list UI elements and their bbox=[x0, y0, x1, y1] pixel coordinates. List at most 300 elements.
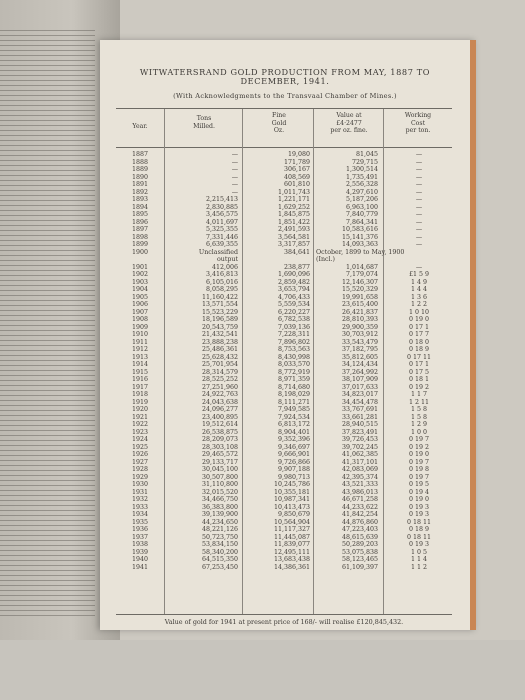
cell-value: 35,812,605 bbox=[341, 353, 378, 361]
cell-fine-gold: 7,228,311 bbox=[277, 331, 310, 338]
header-working-cost: Working Cost per ton. bbox=[404, 112, 432, 134]
table-row bbox=[116, 324, 452, 332]
cell-tons-milled: — bbox=[231, 173, 238, 181]
cell-year: 1919 bbox=[131, 398, 149, 406]
cell-working-cost: 0 18 11 bbox=[406, 533, 432, 541]
cell-working-cost: — bbox=[415, 196, 423, 203]
cell-working-cost: 0 18 0 bbox=[408, 338, 430, 346]
cell-year: 1939 bbox=[131, 548, 149, 556]
cell-working-cost: 1 3 6 bbox=[410, 293, 428, 301]
cell-value: 1,735,491 bbox=[345, 173, 378, 181]
cell-fine-gold: 10,564,904 bbox=[273, 518, 310, 526]
cell-value: 43,986,013 bbox=[341, 488, 378, 496]
table-row bbox=[116, 489, 452, 497]
cell-fine-gold: 601,810 bbox=[283, 181, 310, 188]
cell-tons-milled: 25,486,361 bbox=[201, 346, 238, 353]
cell-working-cost: 0 17 5 bbox=[408, 368, 430, 376]
cell-fine-gold: 6,782,538 bbox=[277, 316, 310, 323]
cell-year: 1893 bbox=[131, 196, 149, 203]
cell-year: 1894 bbox=[131, 203, 149, 211]
cell-working-cost: 0 19 3 bbox=[408, 503, 430, 511]
cell-working-cost: 0 19 0 bbox=[408, 451, 430, 458]
cell-value: 729,715 bbox=[351, 158, 378, 166]
cell-year: 1933 bbox=[131, 503, 149, 511]
header-fine-gold: Fine Gold Oz. bbox=[271, 112, 287, 134]
cell-year: 1891 bbox=[131, 181, 149, 188]
cell-year: 1930 bbox=[131, 481, 149, 488]
cell-value: 41,062,385 bbox=[341, 451, 378, 458]
cell-working-cost: 1 4 4 bbox=[410, 286, 428, 293]
cell-tons-milled: — bbox=[231, 166, 238, 173]
cell-year: 1927 bbox=[131, 458, 149, 466]
cell-year: 1914 bbox=[131, 361, 149, 368]
header-value: Value at £4·2477 per oz. fine. bbox=[330, 112, 368, 134]
cell-tons-milled: 3,456,575 bbox=[205, 211, 238, 218]
cell-tons-milled: 6,105,016 bbox=[205, 278, 238, 286]
cell-year: 1897 bbox=[131, 226, 149, 233]
cell-tons-milled: 18,196,589 bbox=[201, 316, 238, 323]
cell-year: 1906 bbox=[131, 301, 149, 308]
table-row bbox=[116, 174, 452, 182]
cell-fine-gold: 14,386,361 bbox=[273, 563, 310, 571]
cell-working-cost: 0 18 11 bbox=[406, 518, 432, 526]
cell-year: 1931 bbox=[131, 488, 149, 496]
cell-year: 1937 bbox=[131, 533, 149, 541]
cell-working-cost: — bbox=[415, 218, 423, 226]
cell-value: 4,297,610 bbox=[345, 188, 378, 196]
cell-tons-milled: Unclassified bbox=[198, 248, 238, 256]
cell-working-cost: 0 19 3 bbox=[408, 541, 430, 548]
cell-year: 1916 bbox=[131, 376, 149, 383]
cell-tons-milled: 53,834,150 bbox=[201, 541, 238, 548]
cell-working-cost: 1 1 7 bbox=[410, 391, 428, 398]
cell-fine-gold: 11,445,087 bbox=[273, 533, 310, 541]
table-row bbox=[116, 226, 452, 234]
cell-working-cost: — bbox=[415, 203, 423, 211]
cell-year: 1936 bbox=[131, 526, 149, 533]
cell-fine-gold: 1,629,252 bbox=[277, 203, 310, 211]
table-row bbox=[116, 541, 452, 549]
cell-year: 1938 bbox=[131, 541, 149, 548]
cell-tons-milled: 412,006 bbox=[211, 263, 238, 271]
cell-year: 1915 bbox=[131, 368, 149, 376]
table-row bbox=[116, 369, 452, 377]
cell-tons-milled: 26,538,875 bbox=[201, 428, 238, 436]
cell-value: 12,146,307 bbox=[341, 278, 378, 286]
cell-year: 1903 bbox=[131, 278, 149, 286]
cell-tons-milled: 30,507,800 bbox=[201, 473, 238, 481]
cell-working-cost: 0 19 5 bbox=[408, 481, 430, 488]
table-row bbox=[116, 414, 452, 422]
table-row bbox=[116, 166, 452, 174]
cell-value: 33,767,691 bbox=[341, 406, 378, 413]
cell-fine-gold: 8,033,570 bbox=[277, 361, 310, 368]
cell-working-cost: 1 4 9 bbox=[410, 278, 428, 286]
cell-year: 1926 bbox=[131, 451, 149, 458]
cell-working-cost: 1 2 9 bbox=[410, 421, 428, 428]
cell-value: 33,661,281 bbox=[341, 413, 378, 421]
cell-tons-milled: 7,331,446 bbox=[205, 233, 238, 241]
cell-value: 5,187,206 bbox=[345, 196, 378, 203]
table-row bbox=[116, 519, 452, 527]
cell-value: 28,810,393 bbox=[341, 316, 378, 323]
table-row bbox=[116, 279, 452, 287]
cell-value: 50,289,203 bbox=[341, 541, 378, 548]
cell-tons-milled: 28,209,073 bbox=[201, 436, 238, 443]
cell-year: 1921 bbox=[131, 413, 149, 421]
cell-fine-gold: 8,430,998 bbox=[277, 353, 310, 361]
cell-value: 53,075,838 bbox=[341, 548, 378, 556]
cell-value: 15,141,376 bbox=[341, 233, 378, 241]
cell-value: 81,045 bbox=[355, 151, 378, 158]
cell-value: 34,124,434 bbox=[341, 361, 378, 368]
cell-tons-milled: 20,543,759 bbox=[201, 323, 238, 331]
table-row bbox=[116, 316, 452, 324]
cell-working-cost: — bbox=[415, 233, 423, 241]
cell-fine-gold: 8,753,563 bbox=[277, 346, 310, 353]
cell-fine-gold: 10,413,473 bbox=[273, 503, 310, 511]
cell-working-cost: 1 1 2 bbox=[410, 563, 428, 571]
cell-working-cost: 1 2 2 bbox=[410, 301, 428, 308]
cell-value: 1,300,514 bbox=[345, 166, 378, 173]
cell-tons-milled: 21,432,541 bbox=[201, 331, 238, 338]
cell-fine-gold: 7,039,136 bbox=[277, 323, 310, 331]
cell-value: 26,421,837 bbox=[341, 308, 378, 316]
cell-value: 43,521,333 bbox=[341, 481, 378, 488]
cell-year: 1918 bbox=[131, 391, 149, 398]
table-row bbox=[116, 564, 452, 572]
table-row bbox=[116, 511, 452, 519]
cell-value: 28,940,515 bbox=[341, 421, 378, 428]
page-title bbox=[110, 68, 460, 86]
cell-working-cost: 0 19 2 bbox=[408, 443, 430, 451]
cell-year: 1912 bbox=[131, 346, 149, 353]
cell-fine-gold: 238,877 bbox=[283, 263, 310, 271]
cell-tons-milled: 27,251,960 bbox=[201, 383, 238, 391]
table-row bbox=[116, 256, 452, 264]
cell-fine-gold: 9,907,188 bbox=[277, 466, 310, 473]
table-row bbox=[116, 249, 452, 257]
cell-value: 44,876,860 bbox=[341, 518, 378, 526]
cell-year: 1909 bbox=[131, 323, 149, 331]
table-row bbox=[116, 354, 452, 362]
cell-fine-gold: 9,666,901 bbox=[277, 451, 310, 458]
cell-fine-gold: 1,845,875 bbox=[277, 211, 310, 218]
table-row bbox=[116, 406, 452, 414]
cell-year: 1904 bbox=[131, 286, 149, 293]
cell-value: 7,179,074 bbox=[345, 271, 378, 278]
cell-working-cost: £1 5 9 bbox=[408, 271, 430, 278]
cell-value: 34,823,017 bbox=[341, 391, 378, 398]
table-row bbox=[116, 526, 452, 534]
cell-working-cost: 0 19 7 bbox=[408, 473, 430, 481]
cell-year: 1940 bbox=[131, 556, 149, 563]
cell-working-cost: 0 17 1 bbox=[408, 323, 430, 331]
cell-year: 1892 bbox=[131, 188, 149, 196]
cell-fine-gold: 7,924,534 bbox=[277, 413, 310, 421]
cell-fine-gold: 12,495,111 bbox=[273, 548, 310, 556]
cell-year: 1913 bbox=[131, 353, 149, 361]
cell-value: 37,017,633 bbox=[341, 383, 378, 391]
cell-year: 1911 bbox=[131, 338, 149, 346]
cell-working-cost: 1 0 10 bbox=[408, 308, 430, 316]
table-row bbox=[116, 339, 452, 347]
cell-fine-gold: 10,355,181 bbox=[273, 488, 310, 496]
cell-tons-milled: 4,011,697 bbox=[205, 218, 238, 226]
cell-year: 1889 bbox=[131, 166, 149, 173]
cell-year: 1900 bbox=[131, 248, 149, 256]
cell-fine-gold: 171,789 bbox=[283, 158, 310, 166]
cell-value: 48,615,639 bbox=[341, 533, 378, 541]
cell-tons-milled: 25,628,432 bbox=[201, 353, 238, 361]
cell-working-cost: 0 19 3 bbox=[408, 511, 430, 518]
cell-year: 1922 bbox=[131, 421, 149, 428]
cell-value: 1,014,687 bbox=[345, 263, 378, 271]
cell-tons-milled: 8,058,295 bbox=[205, 286, 238, 293]
table-row bbox=[116, 204, 452, 212]
cell-value-note: (Incl.) bbox=[316, 256, 335, 263]
cell-year: 1941 bbox=[131, 563, 149, 571]
table-row bbox=[116, 271, 452, 279]
cell-value: 6,963,100 bbox=[345, 203, 378, 211]
cell-fine-gold: 9,726,866 bbox=[277, 458, 310, 466]
cell-year: 1905 bbox=[131, 293, 149, 301]
cell-tons-milled: 36,383,800 bbox=[201, 503, 238, 511]
cell-fine-gold: 13,683,438 bbox=[273, 556, 310, 563]
cell-working-cost: 0 18 9 bbox=[408, 526, 430, 533]
cell-tons-milled: 25,701,954 bbox=[201, 361, 238, 368]
cell-fine-gold: 8,971,359 bbox=[277, 376, 310, 383]
table-row bbox=[116, 534, 452, 542]
cell-working-cost: 0 19 4 bbox=[408, 488, 430, 496]
table-row bbox=[116, 459, 452, 467]
table-row bbox=[116, 466, 452, 474]
cell-fine-gold: 6,220,227 bbox=[277, 308, 310, 316]
header-year: Year. bbox=[132, 123, 148, 130]
cell-working-cost: 0 19 0 bbox=[408, 316, 430, 323]
header-tons: Tons Milled. bbox=[193, 115, 215, 130]
cell-year: 1899 bbox=[131, 241, 149, 248]
cell-year: 1920 bbox=[131, 406, 149, 413]
table-row bbox=[116, 219, 452, 227]
cell-tons-milled: 30,045,100 bbox=[201, 466, 238, 473]
cell-working-cost: 1 2 11 bbox=[408, 398, 430, 406]
cell-working-cost: — bbox=[415, 173, 423, 181]
cell-working-cost: — bbox=[415, 211, 423, 218]
table-row bbox=[116, 181, 452, 189]
cell-working-cost: — bbox=[415, 226, 423, 233]
table-row bbox=[116, 481, 452, 489]
table-row bbox=[116, 429, 452, 437]
cell-working-cost: 1 1 4 bbox=[410, 556, 428, 563]
cell-value: 2,556,328 bbox=[345, 181, 378, 188]
cell-tons-milled: 24,043,638 bbox=[201, 398, 238, 406]
table-row bbox=[116, 496, 452, 504]
table-row bbox=[116, 504, 452, 512]
title-line-1: WITWATERSRAND GOLD PRODUCTION FROM MAY, 1887 TO bbox=[139, 67, 431, 77]
cell-fine-gold: 3,317,857 bbox=[277, 241, 310, 248]
cell-value: 29,900,359 bbox=[341, 323, 378, 331]
cell-year: 1935 bbox=[131, 518, 149, 526]
cell-year: 1924 bbox=[131, 436, 149, 443]
cell-value: 19,991,658 bbox=[341, 293, 378, 301]
cell-year: 1898 bbox=[131, 233, 149, 241]
cell-fine-gold: 3,564,581 bbox=[277, 233, 310, 241]
cell-value: 14,093,363 bbox=[341, 241, 378, 248]
table-row bbox=[116, 376, 452, 384]
cell-fine-gold: 9,352,396 bbox=[277, 436, 310, 443]
production-table bbox=[116, 108, 452, 615]
cell-value: 34,454,478 bbox=[341, 398, 378, 406]
footer-note: Value of gold for 1941 at present price of 168/- will realise £120,845,432. bbox=[164, 618, 404, 626]
title-line-2: DECEMBER, 1941. bbox=[240, 76, 330, 86]
cell-value: 37,264,992 bbox=[341, 368, 378, 376]
page-subtitle: (With Acknowledgments to the Transvaal Chamber of Mines.) bbox=[173, 92, 397, 100]
cell-working-cost: 0 19 0 bbox=[408, 496, 430, 503]
table-surface bbox=[0, 640, 525, 700]
cell-working-cost: 1 5 8 bbox=[410, 413, 428, 421]
cell-working-cost: — bbox=[415, 263, 423, 271]
cell-working-cost: — bbox=[415, 181, 423, 188]
cell-tons-milled: 50,723,750 bbox=[201, 533, 238, 541]
cell-working-cost: 1 5 8 bbox=[410, 406, 428, 413]
cell-tons-milled: 29,133,717 bbox=[201, 458, 238, 466]
cell-tons-milled: 29,465,572 bbox=[201, 451, 238, 458]
cell-year: 1934 bbox=[131, 511, 149, 518]
cell-fine-gold: 1,851,422 bbox=[277, 218, 310, 226]
table-row bbox=[116, 436, 452, 444]
table-row bbox=[116, 294, 452, 302]
cell-fine-gold: 306,167 bbox=[283, 166, 310, 173]
cell-value: 23,615,400 bbox=[341, 301, 378, 308]
cell-fine-gold: 5,559,534 bbox=[277, 301, 310, 308]
cell-working-cost: 1 0 5 bbox=[410, 548, 428, 556]
table-row bbox=[116, 474, 452, 482]
cell-fine-gold: 10,245,786 bbox=[273, 481, 310, 488]
cell-value: 42,395,374 bbox=[341, 473, 378, 481]
cell-fine-gold: 10,987,341 bbox=[273, 496, 310, 503]
cell-year: 1925 bbox=[131, 443, 149, 451]
cell-working-cost: — bbox=[415, 151, 423, 158]
cell-tons-milled: 23,888,238 bbox=[201, 338, 238, 346]
cell-working-cost: 0 18 1 bbox=[408, 376, 430, 383]
table-row bbox=[116, 151, 452, 159]
cell-year: 1907 bbox=[131, 308, 149, 316]
cell-fine-gold: 8,772,919 bbox=[277, 368, 310, 376]
table-row bbox=[116, 309, 452, 317]
cell-fine-gold: 19,080 bbox=[287, 151, 310, 158]
cell-year: 1888 bbox=[131, 158, 149, 166]
table-header bbox=[116, 109, 452, 148]
cell-year: 1895 bbox=[131, 211, 149, 218]
cell-tons-milled: 23,400,895 bbox=[201, 413, 238, 421]
cell-year: 1923 bbox=[131, 428, 149, 436]
cell-fine-gold: 9,346,697 bbox=[277, 443, 310, 451]
cell-value: 37,182,795 bbox=[341, 346, 378, 353]
table-row bbox=[116, 331, 452, 339]
cell-value: 38,107,909 bbox=[341, 376, 378, 383]
cell-year: 1890 bbox=[131, 173, 149, 181]
table-row bbox=[116, 384, 452, 392]
cell-working-cost: 0 19 2 bbox=[408, 383, 430, 391]
cell-tons-milled: 28,525,252 bbox=[201, 376, 238, 383]
table-row bbox=[116, 234, 452, 242]
table-row bbox=[116, 451, 452, 459]
cell-tons-milled: — bbox=[231, 158, 238, 166]
table-row bbox=[116, 211, 452, 219]
cell-working-cost: — bbox=[415, 188, 423, 196]
cell-year: 1902 bbox=[131, 271, 149, 278]
cell-fine-gold: 1,011,743 bbox=[277, 188, 310, 196]
cell-working-cost: 0 19 7 bbox=[408, 458, 430, 466]
cell-value: 30,703,912 bbox=[341, 331, 378, 338]
cell-tons-milled: 3,416,813 bbox=[205, 271, 238, 278]
cell-value: 7,840,779 bbox=[345, 211, 378, 218]
cell-value: 41,317,101 bbox=[341, 458, 378, 466]
cell-tons-milled: 48,221,126 bbox=[201, 526, 238, 533]
cell-tons-milled: 15,523,229 bbox=[201, 308, 238, 316]
table-row bbox=[116, 189, 452, 197]
table-row bbox=[116, 196, 452, 204]
cell-fine-gold: 7,896,802 bbox=[277, 338, 310, 346]
cell-tons-milled: 28,303,108 bbox=[201, 443, 238, 451]
cell-tons-milled: 24,922,763 bbox=[201, 391, 238, 398]
cell-working-cost: 1 0 0 bbox=[410, 428, 428, 436]
cell-year: 1929 bbox=[131, 473, 149, 481]
cell-fine-gold: 9,980,713 bbox=[277, 473, 310, 481]
cell-value: 7,864,341 bbox=[345, 218, 378, 226]
table-row bbox=[116, 444, 452, 452]
cell-tons-milled: 2,215,413 bbox=[205, 196, 238, 203]
cell-tons-milled: 19,512,614 bbox=[201, 421, 238, 428]
cell-tons-milled: 44,234,650 bbox=[201, 518, 238, 526]
cell-tons-milled: output bbox=[217, 256, 238, 263]
cell-tons-milled: 39,139,900 bbox=[201, 511, 238, 518]
table-row bbox=[116, 399, 452, 407]
cell-fine-gold: 7,949,585 bbox=[277, 406, 310, 413]
cell-fine-gold: 8,111,271 bbox=[277, 398, 310, 406]
cell-year: 1896 bbox=[131, 218, 149, 226]
cell-value: 47,223,403 bbox=[341, 526, 378, 533]
cell-fine-gold: 6,813,172 bbox=[277, 421, 310, 428]
cell-year: 1928 bbox=[131, 466, 149, 473]
cell-tons-milled: 67,253,450 bbox=[201, 563, 238, 571]
cell-year: 1932 bbox=[131, 496, 149, 503]
cell-fine-gold: 3,653,794 bbox=[277, 286, 310, 293]
cell-value: 61,109,397 bbox=[341, 563, 378, 571]
cell-tons-milled: — bbox=[231, 181, 238, 188]
cell-fine-gold: 11,117,327 bbox=[273, 526, 310, 533]
cell-fine-gold: 2,859,482 bbox=[277, 278, 310, 286]
table-row bbox=[116, 264, 452, 272]
cell-value: 44,233,622 bbox=[341, 503, 378, 511]
cell-fine-gold: 408,569 bbox=[283, 173, 310, 181]
cell-value: 33,543,479 bbox=[341, 338, 378, 346]
cell-value: 42,083,069 bbox=[341, 466, 378, 473]
cell-value-note: October, 1899 to May, 1900 bbox=[316, 248, 405, 256]
cell-working-cost: 0 17 1 bbox=[408, 361, 430, 368]
cell-year: 1917 bbox=[131, 383, 149, 391]
cell-fine-gold: 1,221,171 bbox=[277, 196, 310, 203]
cell-fine-gold: 384,641 bbox=[283, 248, 310, 256]
cell-fine-gold: 8,714,680 bbox=[277, 383, 310, 391]
table-row bbox=[116, 549, 452, 557]
cell-working-cost: — bbox=[415, 166, 423, 173]
cell-tons-milled: 5,325,355 bbox=[205, 226, 238, 233]
cell-year: 1901 bbox=[131, 263, 149, 271]
table-row bbox=[116, 556, 452, 564]
cell-fine-gold: 2,491,593 bbox=[277, 226, 310, 233]
